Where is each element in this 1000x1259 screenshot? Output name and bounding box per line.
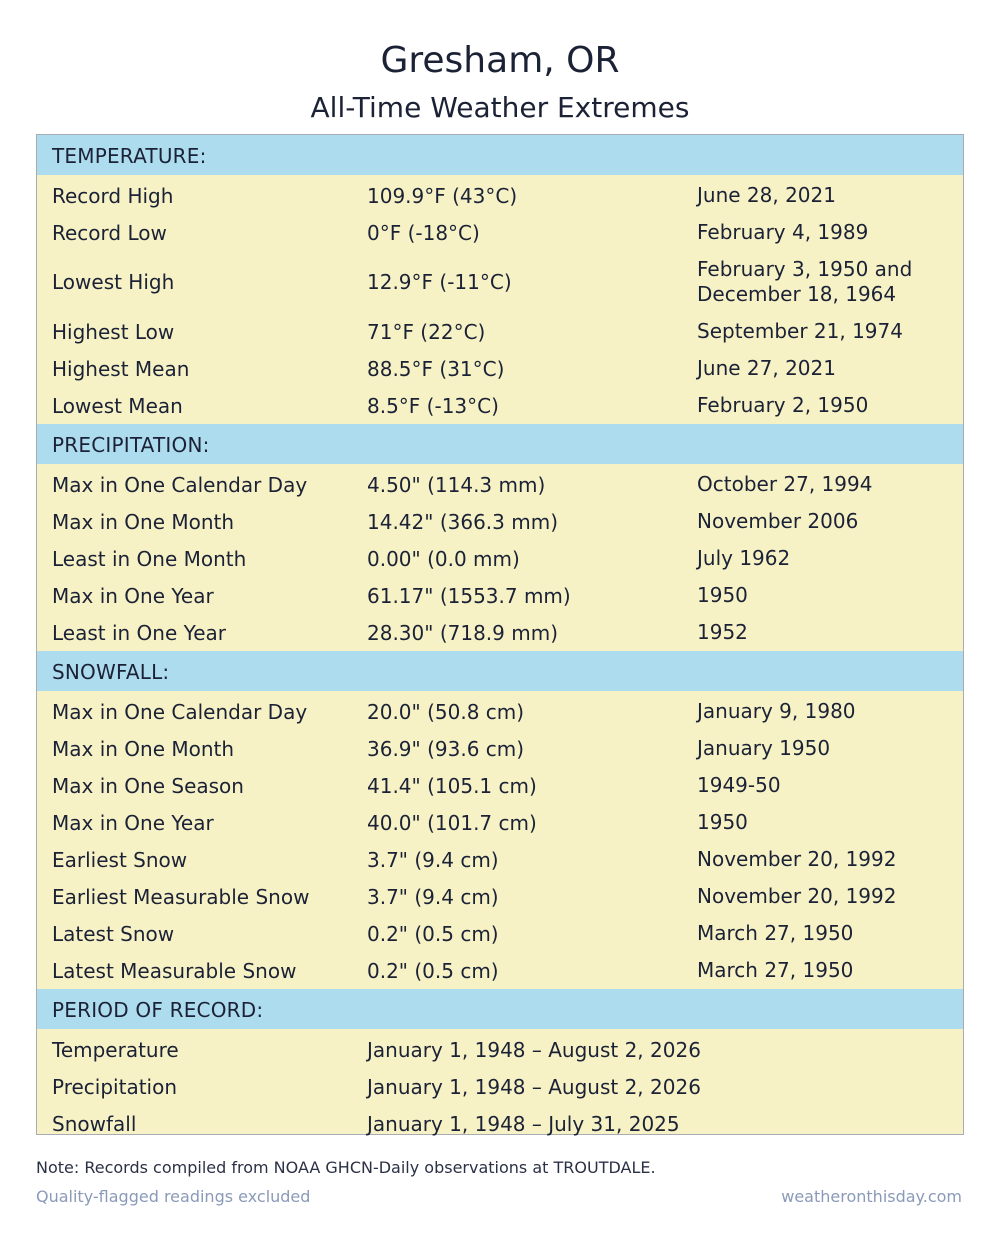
record-value: 0.2" (0.5 cm): [367, 958, 499, 983]
record-date: 1950: [697, 583, 748, 607]
section-header-precipitation: PRECIPITATION:: [37, 424, 963, 464]
source-site: weatheronthisday.com: [781, 1187, 962, 1206]
record-value: 0.00" (0.0 mm): [367, 546, 520, 571]
record-label: Max in One Month: [52, 509, 235, 534]
record-date: November 20, 1992: [697, 847, 897, 871]
record-value: 71°F (22°C): [367, 319, 486, 344]
table-row: [37, 804, 963, 841]
table-row: [37, 350, 963, 387]
record-label: Max in One Calendar Day: [52, 472, 308, 497]
record-range: January 1, 1948 – August 2, 2026: [367, 1074, 701, 1099]
record-value: 3.7" (9.4 cm): [367, 884, 499, 909]
record-value: 12.9°F (-11°C): [367, 270, 512, 294]
record-date: June 27, 2021: [697, 356, 836, 380]
record-date: October 27, 1994: [697, 472, 873, 496]
record-date: November 2006: [697, 509, 859, 533]
record-label: Highest Low: [52, 319, 175, 344]
record-date: February 4, 1989: [697, 220, 869, 244]
record-label: Temperature: [52, 1037, 179, 1062]
record-label: Record High: [52, 183, 174, 208]
record-value: 20.0" (50.8 cm): [367, 699, 525, 724]
record-label: Max in One Season: [52, 773, 244, 798]
record-label: Precipitation: [52, 1074, 178, 1099]
record-date: February 2, 1950: [697, 393, 869, 417]
record-date: January 9, 1980: [697, 699, 856, 723]
table-row: [37, 730, 963, 767]
table-row: [37, 767, 963, 804]
record-value: 0°F (-18°C): [367, 220, 480, 245]
record-value: 36.9" (93.6 cm): [367, 736, 525, 761]
source-note: Note: Records compiled from NOAA GHCN-Daily observations at TROUTDALE.: [36, 1158, 656, 1177]
record-label: Earliest Measurable Snow: [52, 884, 310, 909]
table-row: [37, 177, 963, 214]
table-row: [37, 313, 963, 350]
section-header-period-of-record: PERIOD OF RECORD:: [37, 989, 963, 1029]
record-value: 41.4" (105.1 cm): [367, 773, 537, 798]
record-date: November 20, 1992: [697, 884, 897, 908]
table-row: [37, 1105, 963, 1142]
record-value: 61.17" (1553.7 mm): [367, 583, 571, 608]
record-label: Record Low: [52, 220, 167, 245]
record-label: Max in One Year: [52, 810, 214, 835]
table-row: [37, 1031, 963, 1068]
record-value: 109.9°F (43°C): [367, 183, 518, 208]
table-row: [37, 387, 963, 424]
record-date: September 21, 1974: [697, 319, 903, 343]
record-date: June 28, 2021: [697, 183, 836, 207]
record-label: Least in One Year: [52, 620, 226, 645]
record-label: Highest Mean: [52, 356, 190, 381]
record-range: January 1, 1948 – July 31, 2025: [367, 1111, 680, 1136]
record-date: March 27, 1950: [697, 921, 854, 945]
table-row: [37, 693, 963, 730]
record-value: 28.30" (718.9 mm): [367, 620, 558, 645]
extremes-table: [36, 134, 964, 1135]
record-value: 14.42" (366.3 mm): [367, 509, 558, 534]
record-label: Lowest Mean: [52, 393, 183, 418]
page-title: Gresham, OR: [380, 40, 620, 81]
quality-note: Quality-flagged readings excluded: [36, 1187, 311, 1206]
table-row: [37, 878, 963, 915]
record-range: January 1, 1948 – August 2, 2026: [367, 1037, 701, 1062]
record-date: 1949-50: [697, 773, 781, 797]
record-label: Max in One Calendar Day: [52, 699, 308, 724]
record-date: February 3, 1950 and December 18, 1964: [697, 257, 913, 306]
record-value: 40.0" (101.7 cm): [367, 810, 537, 835]
record-value: 3.7" (9.4 cm): [367, 847, 499, 872]
table-row: [37, 466, 963, 503]
table-row: [37, 614, 963, 651]
record-date: January 1950: [697, 736, 831, 760]
record-label: Max in One Year: [52, 583, 214, 608]
record-date: July 1962: [697, 546, 791, 570]
section-header-snowfall: SNOWFALL:: [37, 651, 963, 691]
table-row: [37, 251, 963, 313]
section-header-temperature: TEMPERATURE:: [37, 135, 963, 175]
table-row: [37, 577, 963, 614]
record-label: Lowest High: [52, 270, 175, 294]
record-date: 1950: [697, 810, 748, 834]
record-label: Latest Snow: [52, 921, 175, 946]
table-row: [37, 841, 963, 878]
record-label: Snowfall: [52, 1111, 137, 1136]
record-value: 8.5°F (-13°C): [367, 393, 499, 418]
record-date: March 27, 1950: [697, 958, 854, 982]
record-value: 0.2" (0.5 cm): [367, 921, 499, 946]
record-value: 88.5°F (31°C): [367, 356, 505, 381]
record-label: Max in One Month: [52, 736, 235, 761]
record-value: 4.50" (114.3 mm): [367, 472, 546, 497]
record-label: Earliest Snow: [52, 847, 188, 872]
table-row: [37, 1068, 963, 1105]
table-row: [37, 915, 963, 952]
record-date: 1952: [697, 620, 748, 644]
table-row: [37, 952, 963, 989]
table-row: [37, 214, 963, 251]
table-row: [37, 503, 963, 540]
table-row: [37, 540, 963, 577]
record-label: Latest Measurable Snow: [52, 958, 297, 983]
page-subtitle: All-Time Weather Extremes: [310, 91, 690, 124]
record-label: Least in One Month: [52, 546, 247, 571]
